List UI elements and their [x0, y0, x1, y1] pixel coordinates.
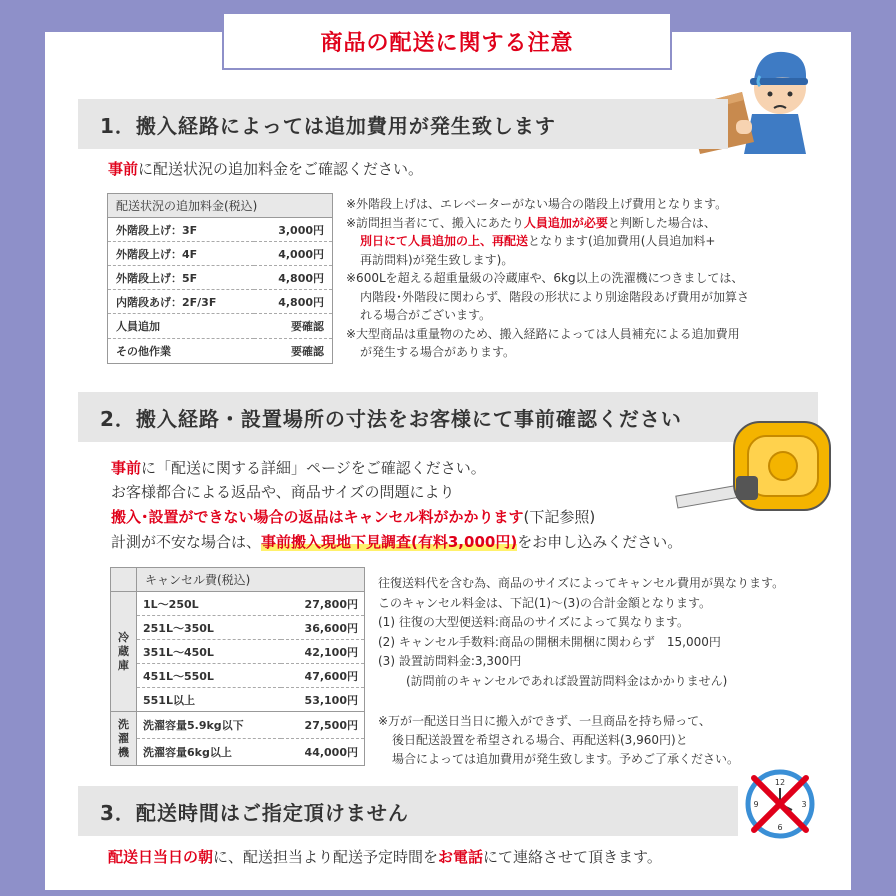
- table-row: 人員追加 要確認: [108, 314, 333, 339]
- cancellation-notes: 往復送料代を含む為、商品のサイズによってキャンセル費用が異なります。 このキャンセル料金は、下記(1)～(3)の合計金額となります。 (1) 往復の大型便送料:商品のサイズによって異なります。 (2) キャンセル手数料:商品の開梱未開梱に関わらず 15,000円 (3) 設置訪問料金:3,300円 (訪問前のキャンセルであれば設置訪問料金はかかりません): [378, 576, 785, 688]
- table-row: 351L～450L 42,100円: [111, 640, 365, 664]
- page-title: 商品の配送に関する注意: [222, 12, 672, 70]
- table-row: 外階段上げ：3F 3,000円: [108, 218, 333, 242]
- table-row: 551L以上 53,100円: [111, 688, 365, 712]
- table-row: 外階段上げ：4F 4,000円: [108, 242, 333, 266]
- table-row: 外階段上げ：5F 4,800円: [108, 266, 333, 290]
- section-2-line-1: 事前に「配送に関する詳細」ページをご確認ください。: [111, 459, 486, 477]
- table-row: その他作業 要確認: [108, 339, 333, 364]
- svg-text:9: 9: [753, 800, 759, 809]
- section-2-line-2: お客様都合による返品や、商品サイズの問題により: [111, 483, 455, 501]
- additional-fee-table: [107, 193, 333, 364]
- table-row: 451L～550L 47,600円: [111, 664, 365, 688]
- section-2-heading: 2．搬入経路・設置場所の寸法をお客様にて事前確認ください: [78, 392, 818, 442]
- table-row: 洗 濯 機 洗濯容量5.9kg以下 27,500円: [111, 712, 365, 739]
- cancellation-fee-table: [110, 567, 365, 766]
- table-header: キャンセル費(税込): [137, 568, 365, 592]
- section-1-heading: 1．搬入経路によっては追加費用が発生致します: [78, 99, 728, 149]
- clock-no-time-icon: [744, 768, 816, 840]
- svg-text:12: 12: [774, 778, 786, 787]
- redelivery-notes: ※万が一配送日当日に搬入ができず、一旦商品を持ち帰って、 後日配送設置を希望される場合、再配送料(3,960円)と 場合によっては追加費用が発生致します。予めご了承ください。: [378, 714, 740, 766]
- svg-text:3: 3: [801, 800, 807, 809]
- table-row: 洗濯容量6kg以上 44,000円: [143, 746, 358, 759]
- table-header: 配送状況の追加料金(税込): [108, 194, 333, 218]
- table-row: 251L～350L 36,600円: [111, 616, 365, 640]
- section-1-intro: 事前に配送状況の追加料金をご確認ください。: [108, 160, 424, 178]
- section-1-notes: ※外階段上げは、エレベーターがない場合の階段上げ費用となります。 ※訪問担当者にて、搬入にあたり人員追加が必要と判断した場合は、 別日にて人員追加の上、再配送となります(追加費用(人員追加料+ 再訪問料)が発生致します)。 ※600Lを超える超重量級の冷蔵庫や、6kg以上の洗濯機につきましては、 内階段･外階段に関わらず、階段の形状により別途階段あげ費用が加算さ れる場合がございます。 ※大型商品は重量物のため、搬入経路によっては人員補充による追加費用 が発生する場合があります。: [346, 197, 750, 359]
- table-row: 冷 蔵 庫 1L～250L 27,800円: [111, 592, 365, 616]
- section-2-line-3: 搬入･設置ができない場合の返品はキャンセル料がかかります(下記参照): [111, 508, 596, 526]
- washer-category-label: 洗 濯 機: [111, 712, 137, 766]
- tape-measure-illustration: [674, 418, 834, 514]
- section-3-heading: 3．配送時間はご指定頂けません: [78, 786, 738, 836]
- fridge-category-label: 冷 蔵 庫: [111, 592, 137, 712]
- svg-text:6: 6: [777, 823, 783, 832]
- section-2-line-4: 計測が不安な場合は、事前搬入現地下見調査(有料3,000円)をお申し込みください。: [111, 533, 683, 551]
- table-row: 内階段あげ：2F/3F 4,800円: [108, 290, 333, 314]
- section-3-line: 配送日当日の朝に、配送担当より配送予定時間をお電話にて連絡させて頂きます。: [108, 848, 662, 866]
